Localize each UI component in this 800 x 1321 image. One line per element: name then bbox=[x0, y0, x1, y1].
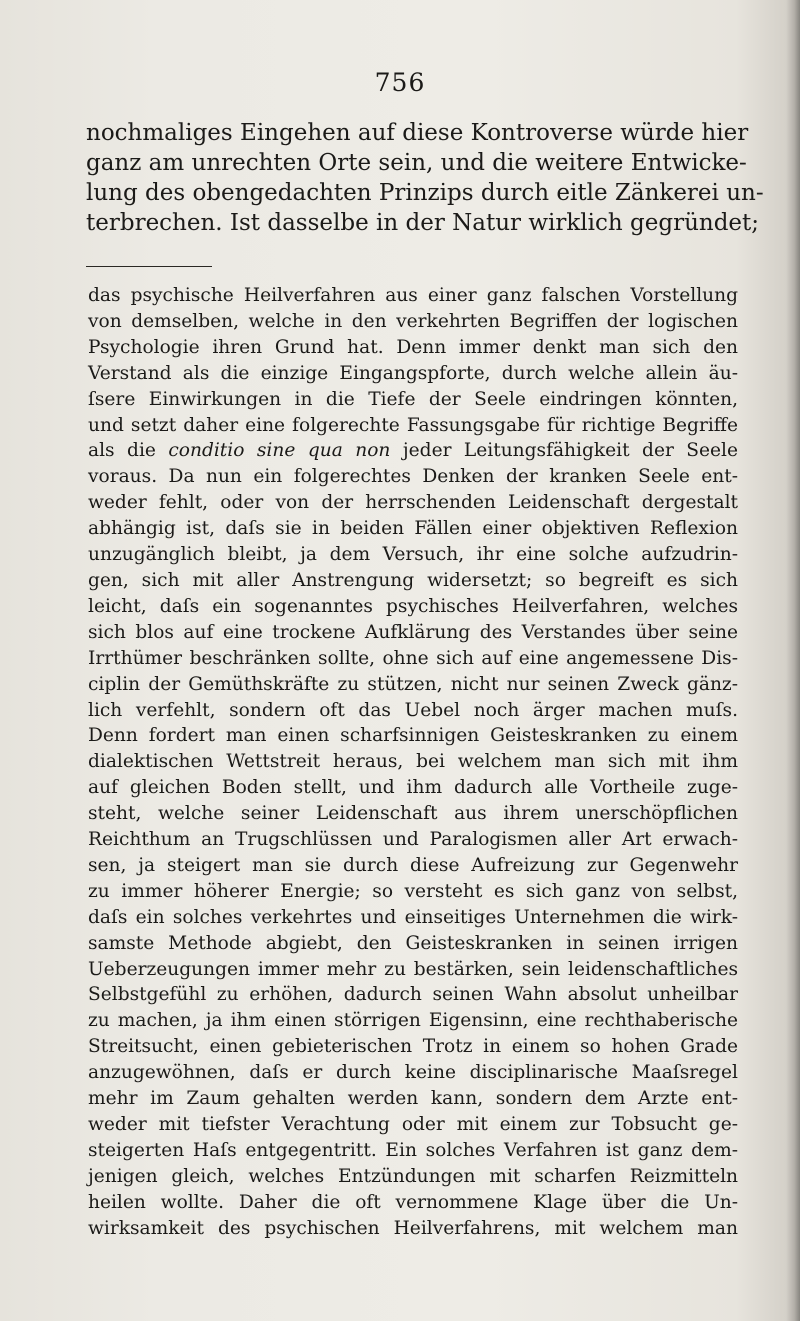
footnote-line: lich verfehlt, sondern oft das Uebel noch ärger machen muſs. bbox=[88, 699, 738, 721]
footnote-line: Verstand als die einzige Eingangspforte, durch welche allein äu- bbox=[88, 362, 738, 384]
footnote-line: weder fehlt, oder von der herrschenden Leidenschaft dergestalt bbox=[88, 492, 738, 514]
page-edge-shadow bbox=[786, 0, 800, 1321]
footnote-line: anzugewöhnen, daſs er durch keine disciplinarische Maaſsregel bbox=[88, 1062, 738, 1084]
main-text-line: ganz am unrechten Orte sein, und die weitere Entwicke- bbox=[86, 150, 747, 176]
main-text-line: lung des obengedachten Prinzips durch eitle Zänkerei un- bbox=[86, 180, 764, 206]
footnote-line: samste Methode abgiebt, den Geisteskranken in seinen irrigen bbox=[88, 932, 738, 954]
footnote-line: zu machen, ja ihm einen störrigen Eigensinn, eine rechthaberische bbox=[88, 1010, 738, 1032]
footnote-line: dialektischen Wettstreit heraus, bei welchem man sich mit ihm bbox=[88, 751, 738, 773]
footnote-line: wirksamkeit des psychischen Heilverfahrens, mit welchem man bbox=[88, 1217, 738, 1239]
footnote-line: von demselben, welche in den verkehrten Begriffen der logischen bbox=[88, 310, 738, 332]
latin-phrase: conditio sine qua non bbox=[168, 440, 391, 462]
footnote-line: heilen wollte. Daher die oft vernommene Klage über die Un- bbox=[88, 1191, 738, 1213]
main-text-line: nochmaliges Eingehen auf diese Kontroverse würde hier bbox=[86, 120, 749, 146]
page-number: 756 bbox=[374, 68, 426, 97]
footnote-line: weder mit tiefster Verachtung oder mit einem zur Tobsucht ge- bbox=[88, 1114, 738, 1135]
footnote-line: ciplin der Gemüthskräfte zu stützen, nicht nur seinen Zweck gänz- bbox=[88, 673, 738, 695]
footnote-divider bbox=[86, 266, 212, 267]
footnote-line: jenigen gleich, welches Entzündungen mit scharfen Reizmitteln bbox=[88, 1165, 738, 1187]
footnote-line: Ueberzeugungen immer mehr zu bestärken, sein leidenschaftliches bbox=[88, 958, 738, 980]
footnote-line: ſsere Einwirkungen in die Tiefe der Seele eindringen könnten, bbox=[88, 388, 738, 410]
footnote-line: Irrthümer beschränken sollte, ohne sich auf eine angemessene Dis- bbox=[88, 647, 738, 669]
footnote-line: mehr im Zaum gehalten werden kann, sondern dem Arzte ent- bbox=[88, 1088, 738, 1110]
footnote-line: daſs ein solches verkehrtes und einseitiges Unternehmen die wirk- bbox=[88, 906, 738, 928]
footnote-line: Denn fordert man einen scharfsinnigen Geisteskranken zu einem bbox=[88, 725, 738, 747]
footnote-line: unzugänglich bleibt, ja dem Versuch, ihr eine solche aufzudrin- bbox=[88, 544, 738, 566]
footnote-block bbox=[88, 283, 738, 1242]
footnote-line: abhängig ist, daſs sie in beiden Fällen einer objektiven Reflexion bbox=[88, 518, 738, 540]
main-text-line: terbrechen. Ist dasselbe in der Natur wirklich gegründet; bbox=[86, 210, 760, 236]
footnote-line: Selbstgefühl zu erhöhen, dadurch seinen Wahn absolut unheilbar bbox=[88, 984, 738, 1006]
footnote-line: leicht, daſs ein sogenanntes psychisches Heilverfahren, welches bbox=[88, 595, 738, 617]
footnote-line: gen, sich mit aller Anstrengung widersetzt; so begreift es sich bbox=[88, 569, 738, 591]
footnote-line: Psychologie ihren Grund hat. Denn immer denkt man sich den bbox=[88, 336, 738, 358]
footnote-line: steht, welche seiner Leidenschaft aus ihrem unerschöpflichen bbox=[88, 803, 738, 825]
footnote-line: zu immer höherer Energie; so versteht es sich ganz von selbst, bbox=[88, 880, 738, 902]
footnote-line: als die conditio sine qua non jeder Leitungsfähigkeit der Seele bbox=[88, 440, 739, 462]
footnote-line: sen, ja steigert man sie durch diese Aufreizung zur Gegenwehr bbox=[88, 854, 738, 876]
footnote-line: steigerten Haſs entgegentritt. Ein solches Verfahren ist ganz dem- bbox=[88, 1139, 738, 1161]
main-text-block bbox=[86, 118, 764, 238]
footnote-line: Reichthum an Trugschlüssen und Paralogismen aller Art erwach- bbox=[88, 829, 738, 851]
footnote-line: sich blos auf eine trockene Aufklärung des Verstandes über seine bbox=[88, 621, 738, 643]
footnote-line: voraus. Da nun ein folgerechtes Denken der kranken Seele ent- bbox=[88, 466, 738, 488]
footnote-line: das psychische Heilverfahren aus einer ganz falschen Vorstellung bbox=[88, 285, 738, 306]
footnote-line: auf gleichen Boden stellt, und ihm dadurch alle Vortheile zuge- bbox=[88, 777, 738, 799]
footnote-line: Streitsucht, einen gebieterischen Trotz in einem so hohen Grade bbox=[88, 1036, 738, 1058]
footnote-line: und setzt daher eine folgerechte Fassungsgabe für richtige Begriffe bbox=[88, 414, 738, 436]
